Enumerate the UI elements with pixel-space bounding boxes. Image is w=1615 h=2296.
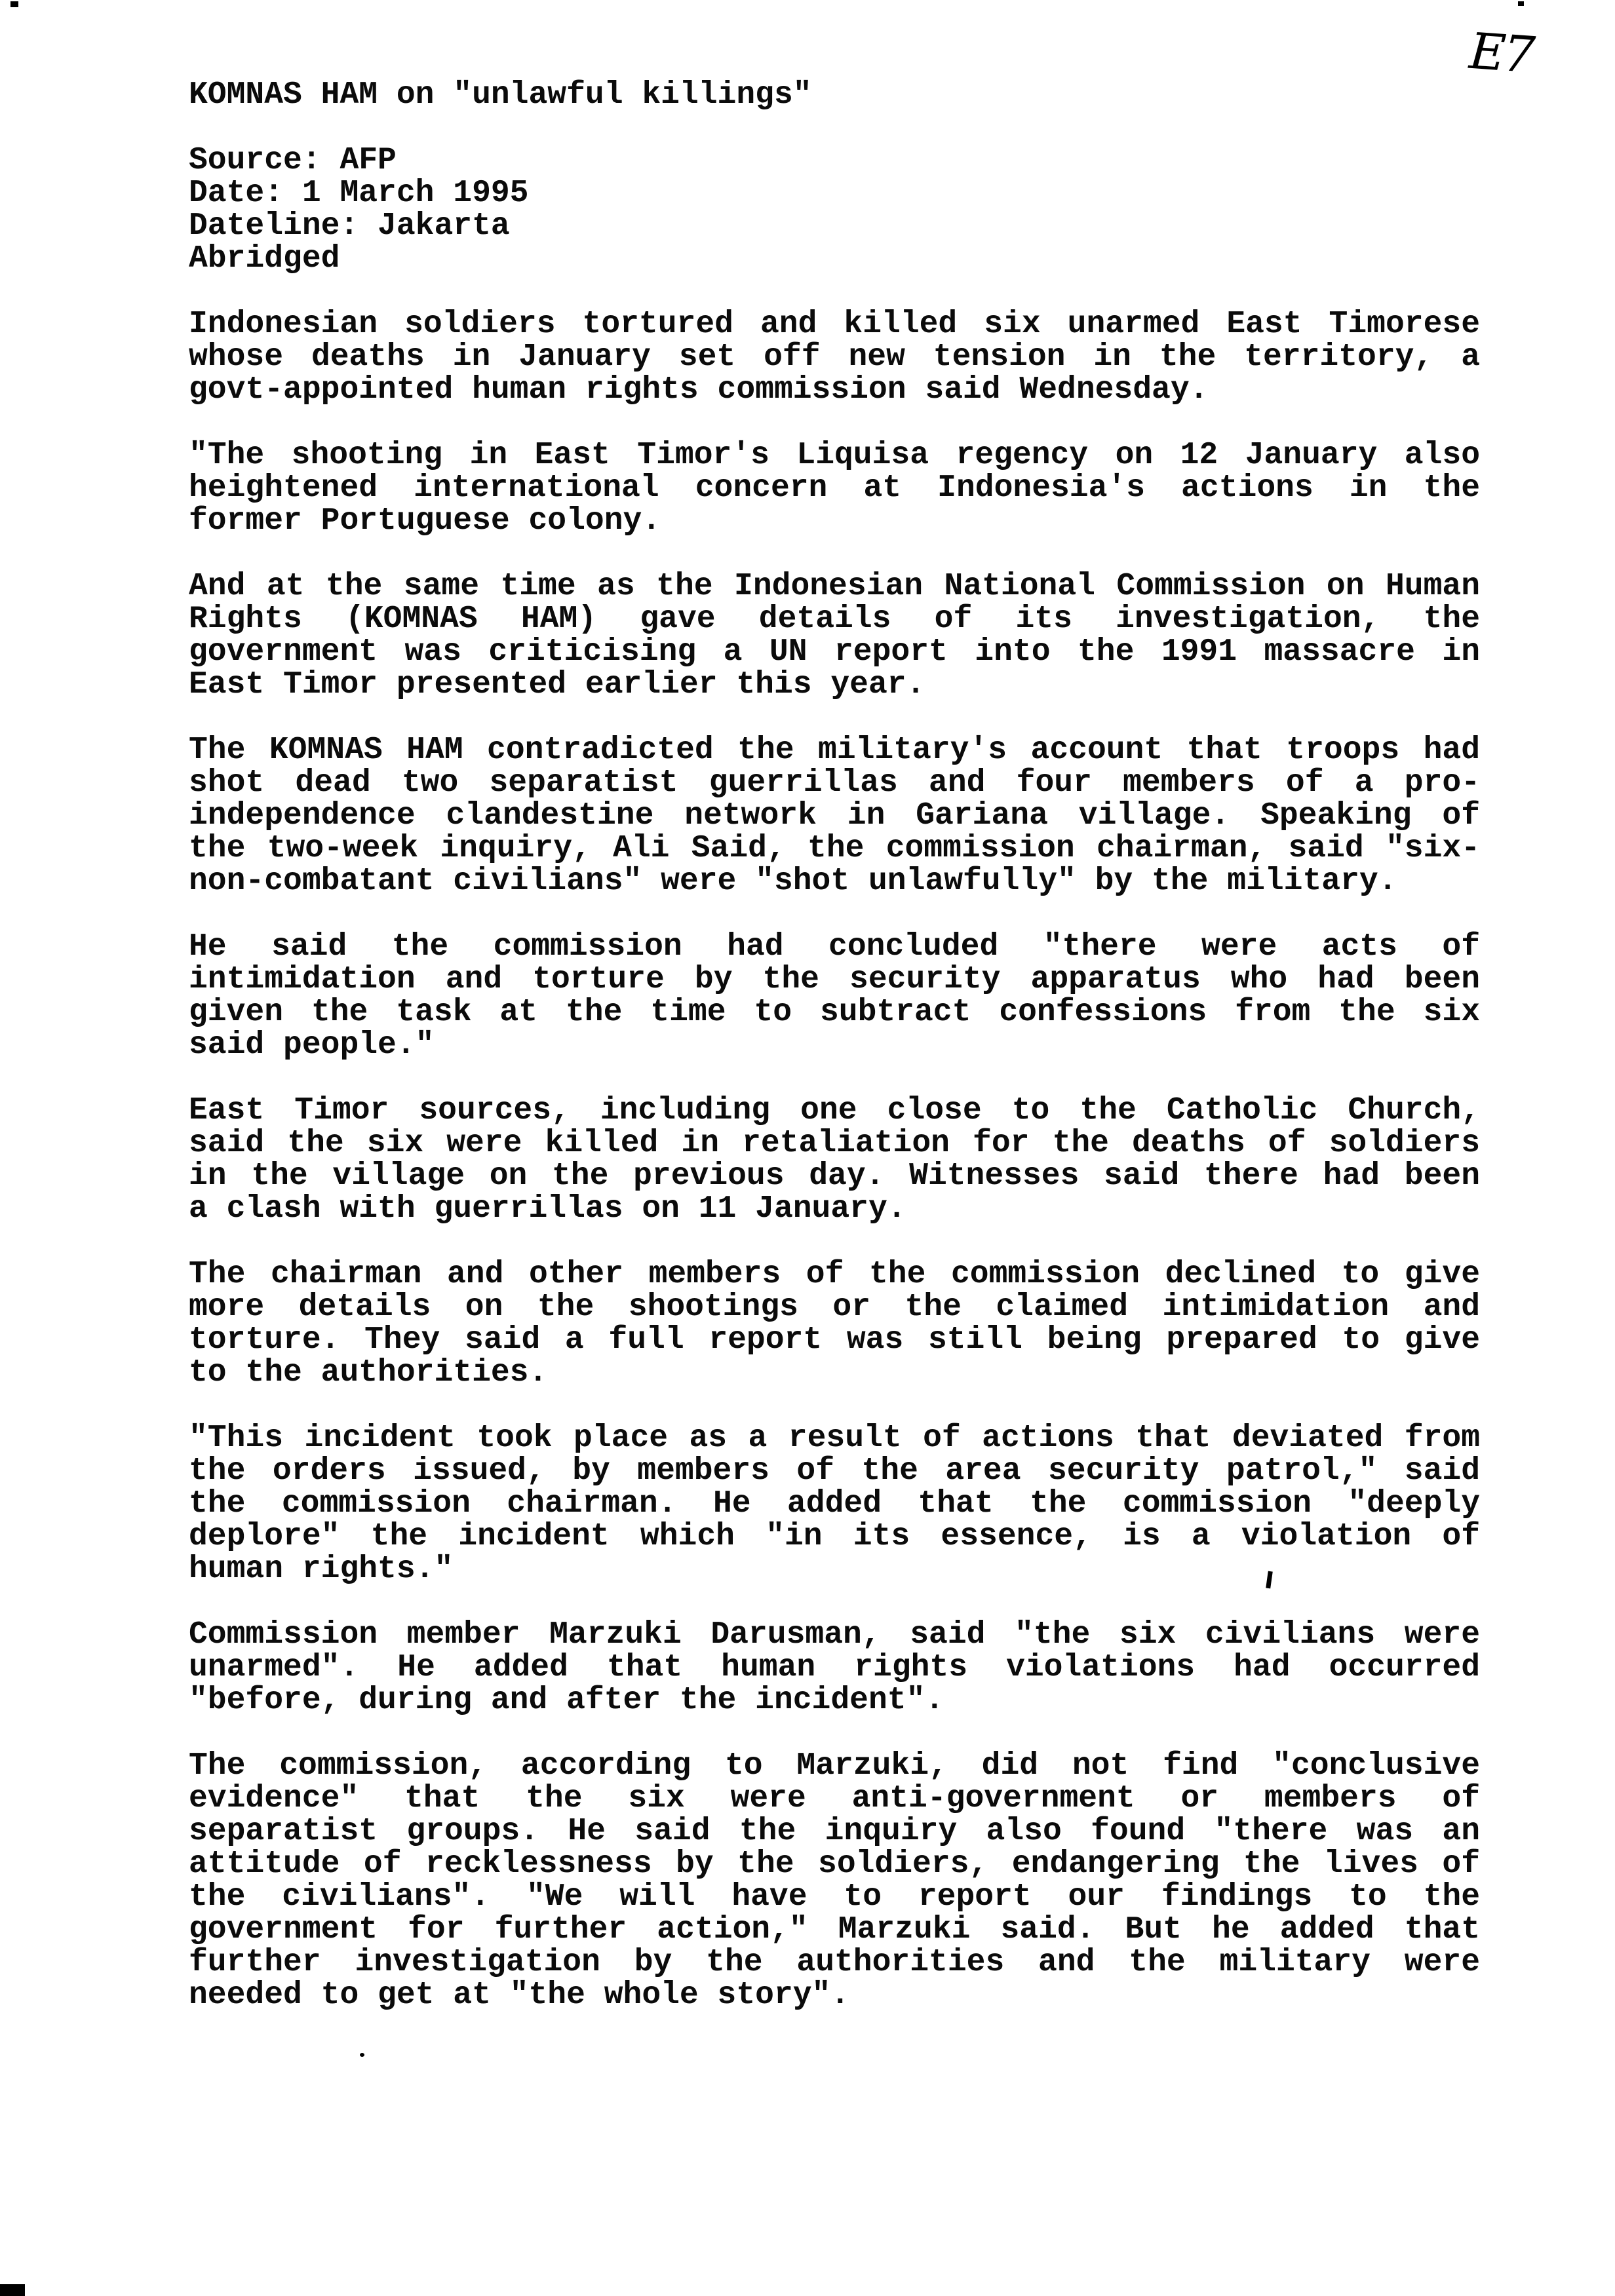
paragraph: [189, 1258, 1480, 1389]
paragraph: [189, 734, 1480, 898]
text-line: East Timor presented earlier this year.: [189, 667, 925, 702]
text-line: said the six were killed in retaliation for the deaths of soldiers: [189, 1126, 1480, 1161]
scan-artifact-speck-middle: [360, 2053, 364, 2057]
text-line: He said the commission had concluded "there were acts of: [189, 929, 1480, 965]
paragraph: [189, 930, 1480, 1062]
text-line: unarmed". He added that human rights violations had occurred: [189, 1650, 1480, 1685]
text-line: said people.": [189, 1027, 435, 1063]
text-line: Dateline: Jakarta: [189, 208, 510, 244]
paragraph: [189, 308, 1480, 406]
text-line: "The shooting in East Timor's Liquisa regency on 12 January also: [189, 438, 1480, 473]
text-line: East Timor sources, including one close to the Catholic Church,: [189, 1093, 1480, 1128]
paragraph: [189, 1750, 1480, 2012]
text-line: Date: 1 March 1995: [189, 176, 529, 211]
article-body: [189, 308, 1480, 2012]
text-line: former Portuguese colony.: [189, 503, 661, 539]
text-line: shot dead two separatist guerrillas and four members of a pro-: [189, 765, 1480, 801]
scan-artifact-speck-top-left: [10, 1, 18, 7]
text-line: non-combatant civilians" were "shot unlawfully" by the military.: [189, 864, 1397, 899]
handwritten-annotation: E7: [1468, 21, 1534, 85]
text-line: Abridged: [189, 241, 340, 277]
text-line: The chairman and other members of the commission declined to give: [189, 1257, 1480, 1292]
text-line: Indonesian soldiers tortured and killed six unarmed East Timorese: [189, 307, 1480, 342]
text-line: And at the same time as the Indonesian National Commission on Human: [189, 569, 1480, 604]
text-line: evidence" that the six were anti-government or members of: [189, 1781, 1480, 1816]
text-line: given the task at the time to subtract confessions from the six: [189, 995, 1480, 1030]
text-line: govt-appointed human rights commission said Wednesday.: [189, 372, 1209, 408]
text-line: the civilians". "We will have to report our findings to the: [189, 1879, 1480, 1915]
text-line: human rights.": [189, 1552, 454, 1587]
text-line: government was criticising a UN report into the 1991 massacre in: [189, 634, 1480, 670]
paragraph: [189, 570, 1480, 701]
document-title: KOMNAS HAM on "unlawful killings": [189, 77, 812, 113]
text-line: the orders issued, by members of the area security patrol," said: [189, 1453, 1480, 1489]
text-line: "This incident took place as a result of actions that deviated from: [189, 1421, 1480, 1456]
paragraph: [189, 1422, 1480, 1586]
document-content: [189, 79, 1480, 2012]
document-header: [189, 144, 1480, 275]
text-line: The commission, according to Marzuki, did not find "conclusive: [189, 1748, 1480, 1784]
text-line: The KOMNAS HAM contradicted the military's account that troops had: [189, 733, 1480, 768]
text-line: Source: AFP: [189, 143, 397, 178]
text-line: more details on the shootings or the claimed intimidation and: [189, 1290, 1480, 1325]
text-line: the commission chairman. He added that the commission "deeply: [189, 1486, 1480, 1521]
text-line: in the village on the previous day. Witnesses said there had been: [189, 1158, 1480, 1194]
text-line: whose deaths in January set off new tension in the territory, a: [189, 339, 1480, 375]
text-line: further investigation by the authorities and the military were: [189, 1945, 1480, 1980]
text-line: Commission member Marzuki Darusman, said "the six civilians were: [189, 1617, 1480, 1653]
paragraph: [189, 1094, 1480, 1225]
text-line: government for further action," Marzuki said. But he added that: [189, 1912, 1480, 1947]
scan-artifact-speck-top: [1518, 1, 1524, 6]
text-line: Rights (KOMNAS HAM) gave details of its investigation, the: [189, 602, 1480, 637]
text-line: "before, during and after the incident".: [189, 1683, 944, 1718]
text-line: a clash with guerrillas on 11 January.: [189, 1191, 906, 1227]
paragraph: [189, 1618, 1480, 1717]
text-line: independence clandestine network in Gariana village. Speaking of: [189, 798, 1480, 833]
text-line: torture. They said a full report was still being prepared to give: [189, 1322, 1480, 1358]
text-line: heightened international concern at Indonesia's actions in the: [189, 470, 1480, 506]
paragraph: [189, 439, 1480, 537]
scan-artifact-bottom-left: [0, 2284, 25, 2296]
text-line: attitude of recklessness by the soldiers, endangering the lives of: [189, 1846, 1480, 1882]
text-line: needed to get at "the whole story".: [189, 1978, 850, 2013]
text-line: intimidation and torture by the security apparatus who had been: [189, 962, 1480, 997]
text-line: deplore" the incident which "in its essence, is a violation of: [189, 1519, 1480, 1554]
text-line: separatist groups. He said the inquiry also found "there was an: [189, 1814, 1480, 1849]
text-line: the two-week inquiry, Ali Said, the commission chairman, said "six-: [189, 831, 1480, 866]
text-line: to the authorities.: [189, 1355, 548, 1390]
